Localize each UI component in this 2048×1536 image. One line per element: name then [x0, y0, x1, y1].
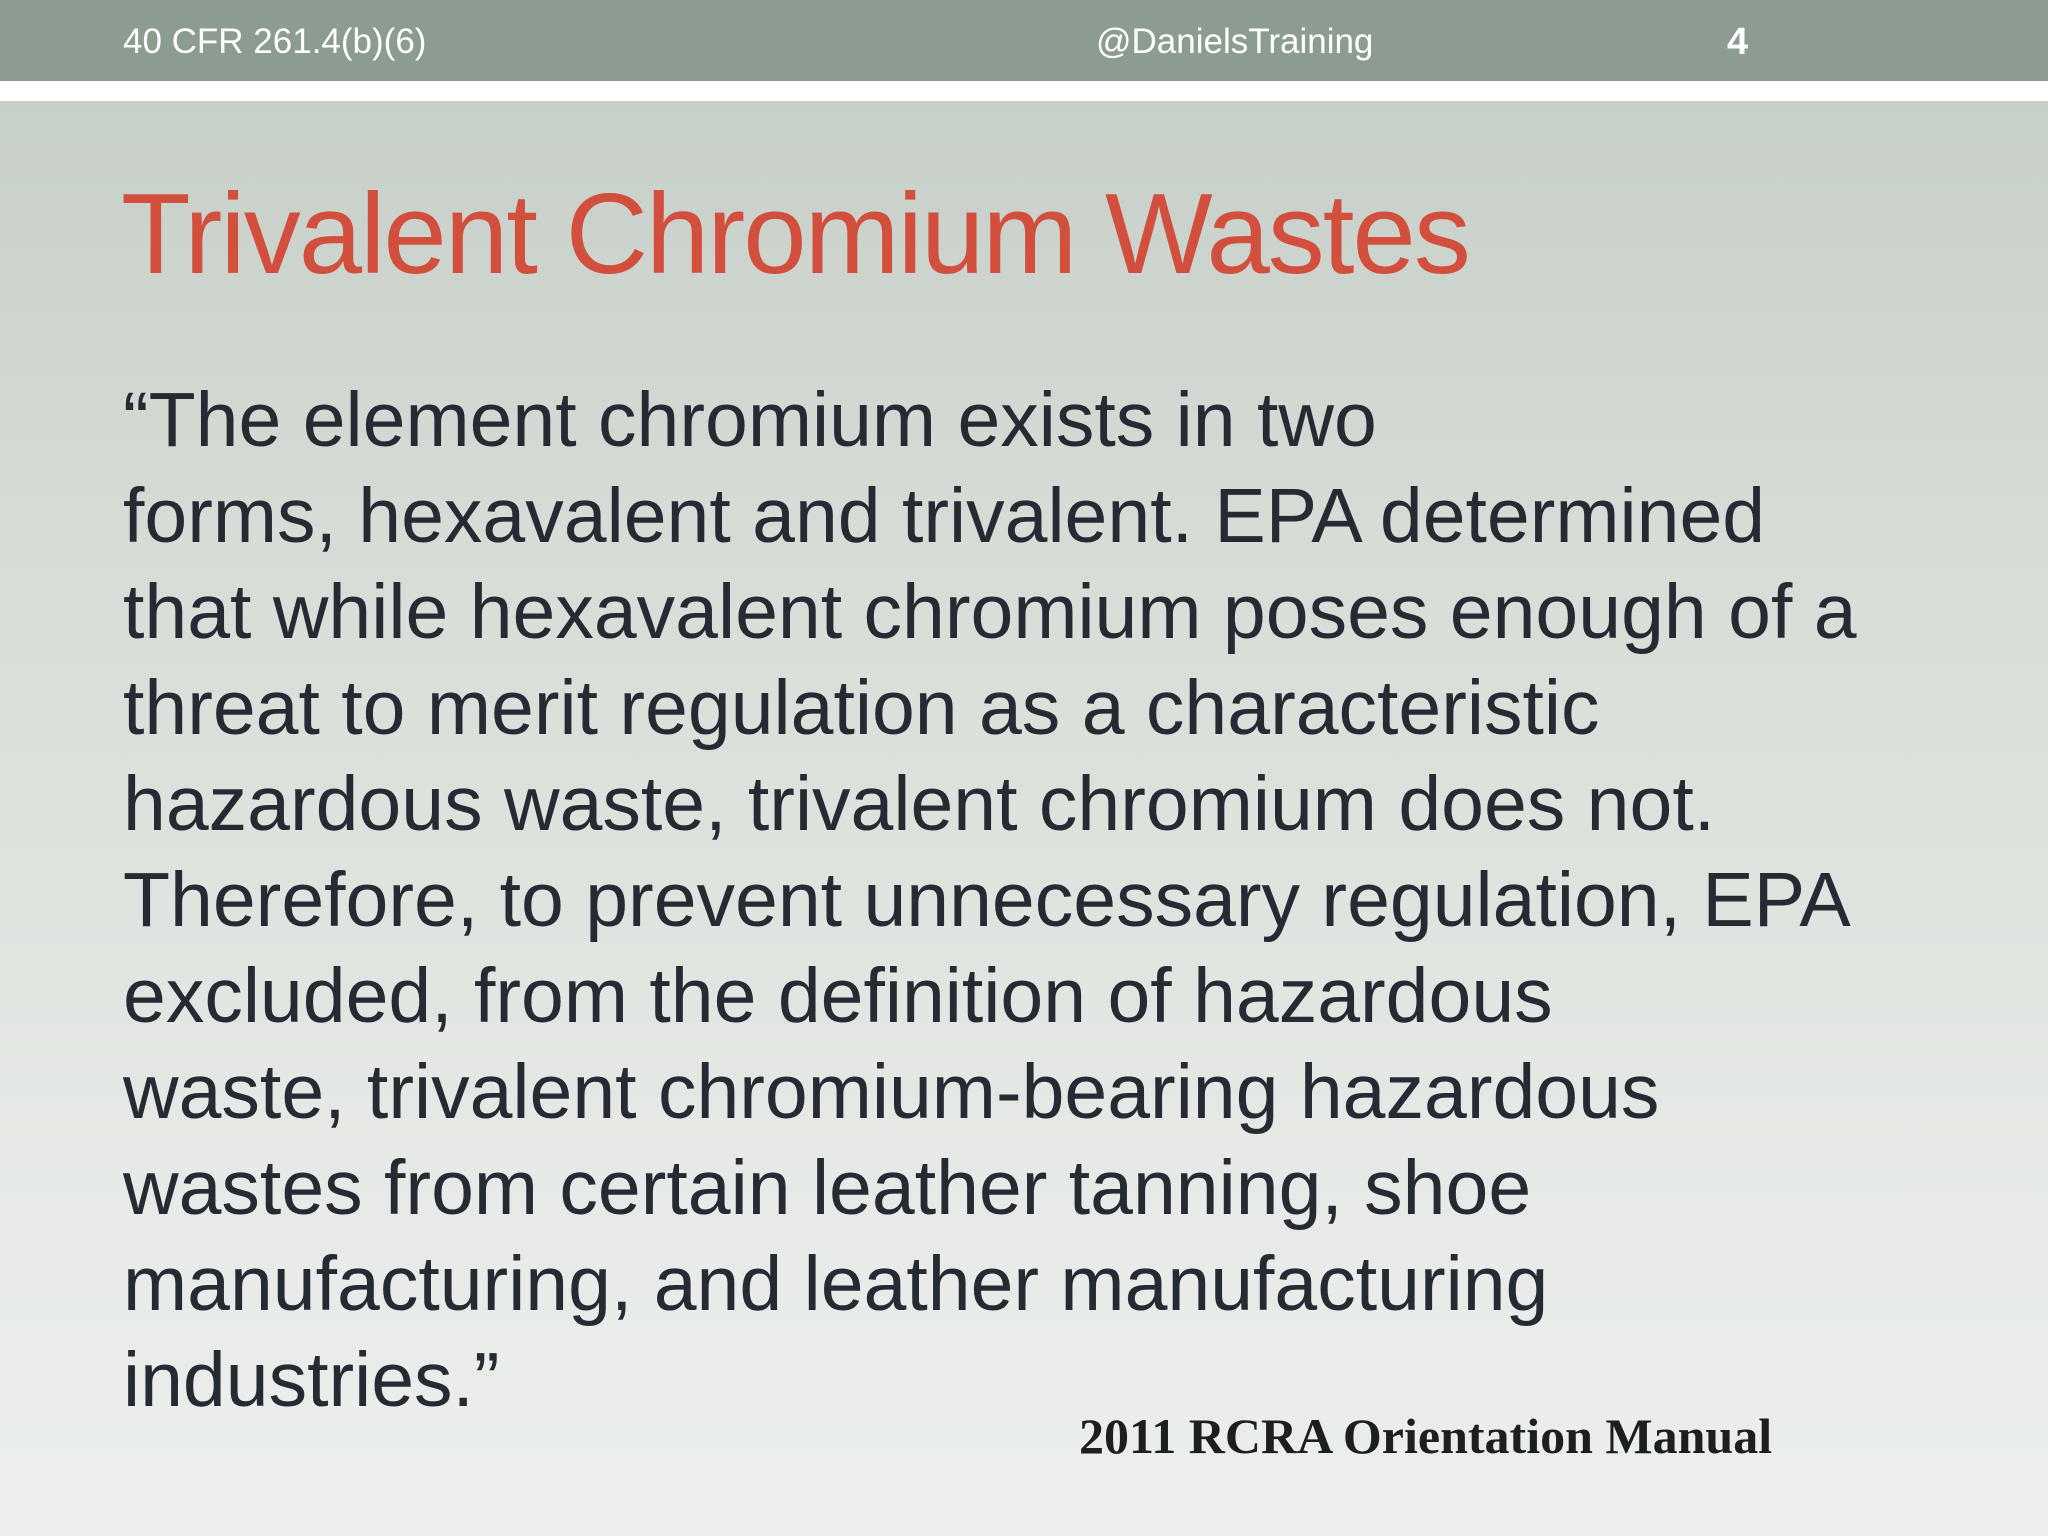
quote-line: that while hexavalent chromium poses enough of a [123, 569, 1857, 655]
quote-line: waste, trivalent chromium-bearing hazardous [123, 1049, 1660, 1135]
header-divider [0, 81, 2048, 101]
quote-line: manufacturing, and leather manufacturing [123, 1241, 1549, 1327]
source-citation: 2011 RCRA Orientation Manual [1079, 1408, 1773, 1464]
quote-line: forms, hexavalent and trivalent. EPA determined [123, 473, 1766, 559]
regulation-reference: 40 CFR 261.4(b)(6) [123, 22, 427, 61]
quote-line: Therefore, to prevent unnecessary regulation, EPA [123, 857, 1851, 943]
page-number: 4 [1727, 21, 1749, 63]
author-handle: @DanielsTraining [1096, 22, 1374, 61]
quote-line: wastes from certain leather tanning, shoe [123, 1145, 1532, 1231]
quote-line: hazardous waste, trivalent chromium does not. [123, 761, 1716, 847]
slide-title: Trivalent Chromium Wastes [121, 171, 1469, 298]
quote-line: threat to merit regulation as a characteristic [123, 665, 1600, 751]
header-bar [0, 0, 2048, 81]
quote-line: “The element chromium exists in two [123, 377, 1377, 463]
quote-line: excluded, from the definition of hazardous [123, 953, 1553, 1039]
quote-line: industries.” [123, 1337, 500, 1423]
quote-body [123, 372, 1953, 1428]
